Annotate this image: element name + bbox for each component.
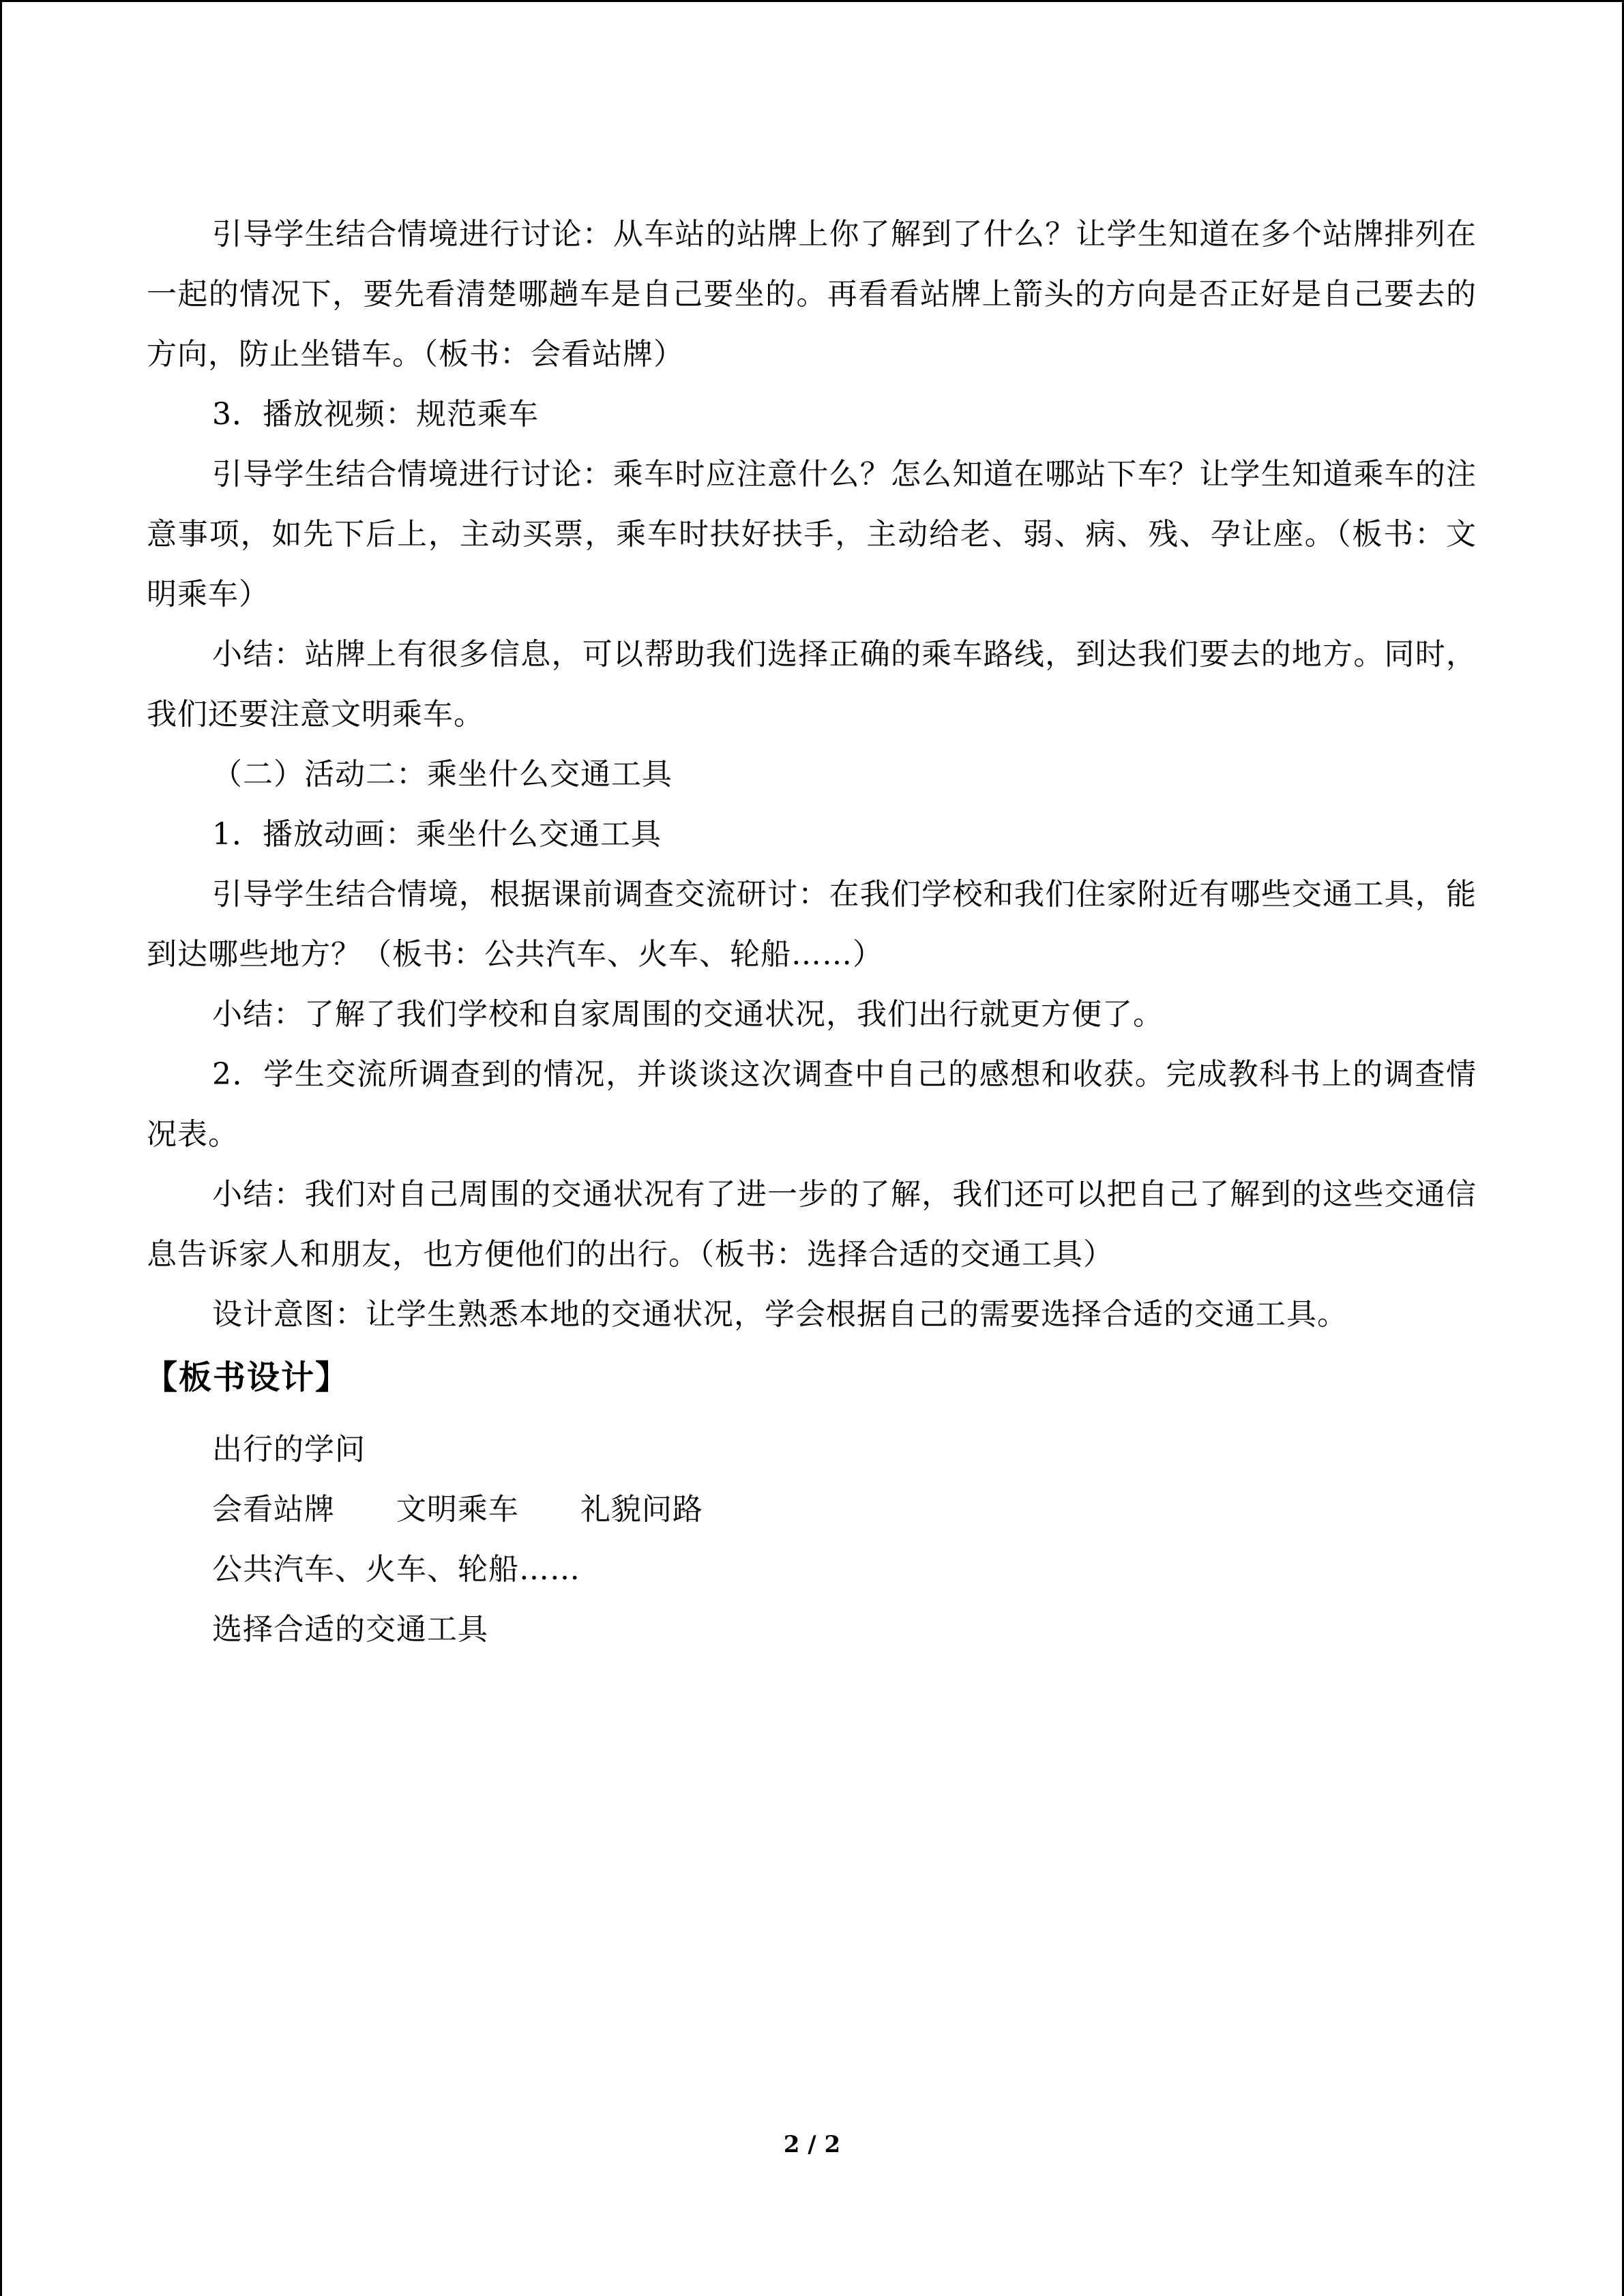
- paragraph-activity-2-title: （二）活动二：乘坐什么交通工具: [212, 757, 673, 792]
- paragraph-transport-discussion: 引导学生结合情境，根据课前调查交流研讨：在我们学校和我们住家附近有哪些交通工具，能到达哪些地方？（板书：公共汽车、火车、轮船……）: [147, 877, 1477, 972]
- board-design-block: [147, 1420, 1477, 1660]
- paragraph-step-2-exchange: 2．学生交流所调查到的情况，并谈谈这次调查中自己的感想和收获。完成教科书上的调查情况表。: [147, 1057, 1477, 1152]
- page-border-left: [0, 0, 2, 2296]
- page-number: 2 / 2: [783, 2131, 841, 2158]
- paragraph-summary-2: 小结：了解了我们学校和自家周围的交通状况，我们出行就更方便了。: [212, 997, 1164, 1032]
- paragraph-riding-discussion: 引导学生结合情境进行讨论：乘车时应注意什么？怎么知道在哪站下车？让学生知道乘车的注意事项，如先下后上，主动买票，乘车时扶好扶手，主动给老、弱、病、残、孕让座。（板书：文明乘车）: [147, 457, 1477, 612]
- paragraph-design-intent: 设计意图：让学生熟悉本地的交通状况，学会根据自己的需要选择合适的交通工具。: [212, 1297, 1348, 1332]
- paragraph-step-1-animation: 1．播放动画：乘坐什么交通工具: [212, 817, 662, 852]
- document-body: [147, 205, 1477, 1660]
- paragraph-bus-sign-discussion: 引导学生结合情境进行讨论：从车站的站牌上你了解到了什么？让学生知道在多个站牌排列在一起的情况下，要先看清楚哪趟车是自己要坐的。再看看站牌上箭头的方向是否正好是自己要去的方向，防止坐错车。（板书：会看站牌）: [147, 217, 1477, 372]
- board-line-choose: 选择合适的交通工具: [212, 1612, 488, 1647]
- page-border-top: [0, 0, 1624, 2]
- paragraph-summary-1: 小结：站牌上有很多信息，可以帮助我们选择正确的乘车路线，到达我们要去的地方。同时，我们还要注意文明乘车。: [147, 637, 1477, 732]
- board-design-heading: 【板书设计】: [145, 1358, 350, 1397]
- board-line-title: 出行的学问: [212, 1432, 366, 1467]
- board-line-transport: 公共汽车、火车、轮船……: [212, 1552, 580, 1587]
- paragraph-step-3-video: 3．播放视频：规范乘车: [212, 397, 539, 432]
- board-line-topics: 会看站牌 文明乘车 礼貌问路: [212, 1492, 703, 1527]
- paragraph-summary-3: 小结：我们对自己周围的交通状况有了进一步的了解，我们还可以把自己了解到的这些交通信息告诉家人和朋友，也方便他们的出行。（板书：选择合适的交通工具）: [147, 1177, 1477, 1272]
